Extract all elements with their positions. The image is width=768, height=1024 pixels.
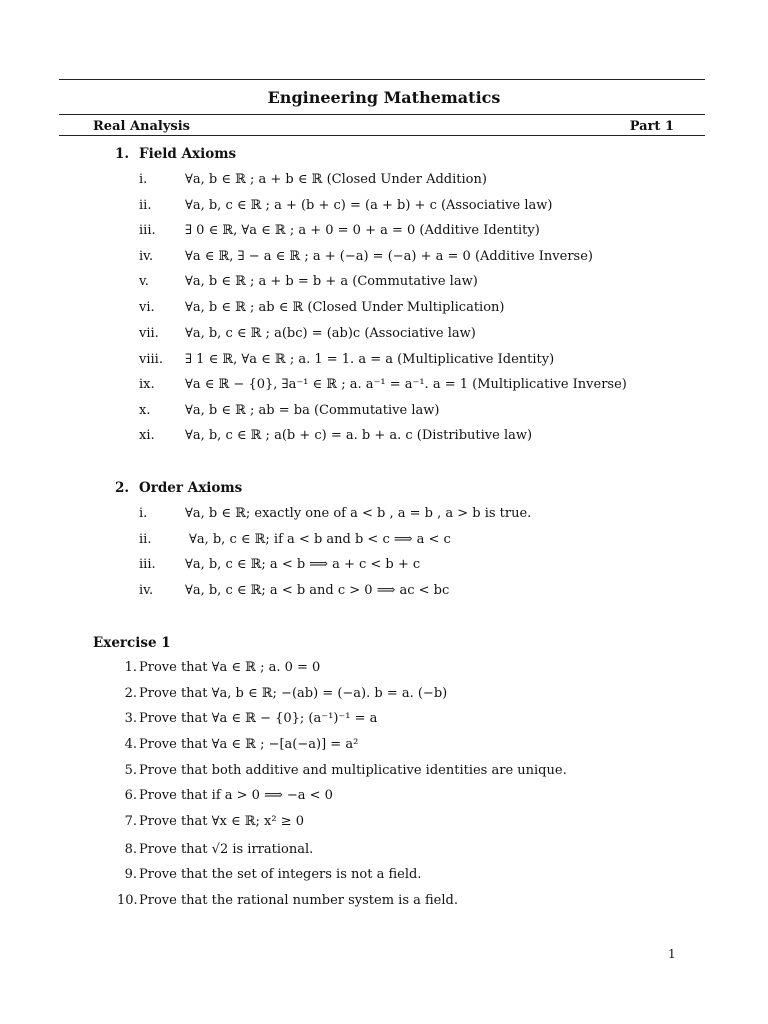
exercise-text: Prove that √2 is irrational. bbox=[139, 842, 314, 857]
exercise-text: Prove that ∀a, b ∈ ℝ; −(ab) = (−a). b = a. (−b) bbox=[139, 686, 448, 701]
item-numeral: v. bbox=[139, 274, 149, 289]
item-text: ∃ 0 ∈ ℝ, ∀a ∈ ℝ ; a + 0 = 0 + a = 0 (Additive Identity) bbox=[185, 223, 540, 238]
title-rule bbox=[59, 114, 705, 115]
exercise-text: Prove that if a > 0 ⟹ −a < 0 bbox=[139, 788, 333, 803]
item-text: ∀a, b, c ∈ ℝ ; a(b + c) = a. b + a. c (Distributive law) bbox=[185, 428, 533, 443]
exercise-number: 10. bbox=[117, 893, 138, 908]
header-rule bbox=[59, 135, 705, 136]
item-text: ∀a, b, c ∈ ℝ ; a + (b + c) = (a + b) + c (Associative law) bbox=[185, 198, 553, 213]
item-text: ∃ 1 ∈ ℝ, ∀a ∈ ℝ ; a. 1 = 1. a = a (Multiplicative Identity) bbox=[185, 352, 555, 367]
item-numeral: vii. bbox=[139, 326, 159, 341]
item-numeral: iii. bbox=[139, 557, 156, 572]
exercise-text: Prove that both additive and multiplicative identities are unique. bbox=[139, 763, 567, 778]
section-heading-order-axioms bbox=[115, 480, 242, 496]
section-heading-field-axioms bbox=[115, 146, 236, 162]
exercise-text: Prove that the set of integers is not a field. bbox=[139, 867, 422, 882]
exercise-text: Prove that ∀x ∈ ℝ; x² ≥ 0 bbox=[139, 814, 305, 829]
item-numeral: iii. bbox=[139, 223, 156, 238]
exercise-number: 3. bbox=[124, 711, 137, 726]
item-numeral: iv. bbox=[139, 583, 154, 598]
exercise-number: 7. bbox=[124, 814, 137, 829]
item-text: ∀a, b, c ∈ ℝ; a < b ⟹ a + c < b + c bbox=[185, 557, 421, 572]
top-rule bbox=[59, 79, 705, 80]
item-text: ∀a, b ∈ ℝ ; ab = ba (Commutative law) bbox=[185, 403, 440, 418]
section-title: Field Axioms bbox=[139, 146, 237, 162]
item-numeral: ii. bbox=[139, 198, 152, 213]
item-text: ∀a, b ∈ ℝ ; ab ∈ ℝ (Closed Under Multiplication) bbox=[185, 300, 505, 315]
exercise-text: Prove that ∀a ∈ ℝ ; −[a(−a)] = a² bbox=[139, 737, 359, 752]
item-numeral: xi. bbox=[139, 428, 155, 443]
item-numeral: vi. bbox=[139, 300, 155, 315]
section-number: 1. bbox=[115, 146, 130, 162]
item-text: ∀a, b, c ∈ ℝ ; a(bc) = (ab)c (Associative law) bbox=[185, 326, 476, 341]
exercise-text: Prove that the rational number system is a field. bbox=[139, 893, 458, 908]
exercise-number: 9. bbox=[124, 867, 137, 882]
exercise-number: 4. bbox=[124, 737, 137, 752]
item-text: ∀a, b, c ∈ ℝ; if a < b and b < c ⟹ a < c bbox=[189, 532, 451, 547]
exercise-number: 1. bbox=[124, 660, 137, 675]
item-numeral: viii. bbox=[139, 352, 163, 367]
exercise-number: 6. bbox=[124, 788, 137, 803]
item-numeral: x. bbox=[139, 403, 151, 418]
exercise-text: Prove that ∀a ∈ ℝ − {0}; (a⁻¹)⁻¹ = a bbox=[139, 711, 378, 726]
exercise-number: 8. bbox=[124, 842, 137, 857]
item-numeral: ix. bbox=[139, 377, 155, 392]
document-title: Engineering Mathematics bbox=[267, 88, 501, 107]
item-text: ∀a, b ∈ ℝ ; a + b = b + a (Commutative law) bbox=[185, 274, 478, 289]
item-text: ∀a, b ∈ ℝ ; a + b ∈ ℝ (Closed Under Addition) bbox=[185, 172, 487, 187]
header-left: Real Analysis bbox=[93, 119, 190, 134]
item-text: ∀a ∈ ℝ − {0}, ∃a⁻¹ ∈ ℝ ; a. a⁻¹ = a⁻¹. a = 1 (Multiplicative Inverse) bbox=[185, 377, 627, 392]
section-title: Order Axioms bbox=[139, 480, 243, 496]
item-numeral: i. bbox=[139, 506, 148, 521]
item-numeral: iv. bbox=[139, 249, 154, 264]
section-number: 2. bbox=[115, 480, 130, 496]
exercise-text: Prove that ∀a ∈ ℝ ; a. 0 = 0 bbox=[139, 660, 321, 675]
page-number: 1 bbox=[668, 947, 676, 961]
exercise-number: 2. bbox=[124, 686, 137, 701]
item-text: ∀a, b, c ∈ ℝ; a < b and c > 0 ⟹ ac < bc bbox=[185, 583, 450, 598]
header-right: Part 1 bbox=[629, 119, 674, 134]
item-text: ∀a ∈ ℝ, ∃ − a ∈ ℝ ; a + (−a) = (−a) + a = 0 (Additive Inverse) bbox=[185, 249, 593, 264]
item-numeral: ii. bbox=[139, 532, 152, 547]
item-numeral: i. bbox=[139, 172, 148, 187]
exercise-number: 5. bbox=[124, 763, 137, 778]
item-text: ∀a, b ∈ ℝ; exactly one of a < b , a = b , a > b is true. bbox=[185, 506, 532, 521]
exercise-heading: Exercise 1 bbox=[93, 635, 171, 651]
